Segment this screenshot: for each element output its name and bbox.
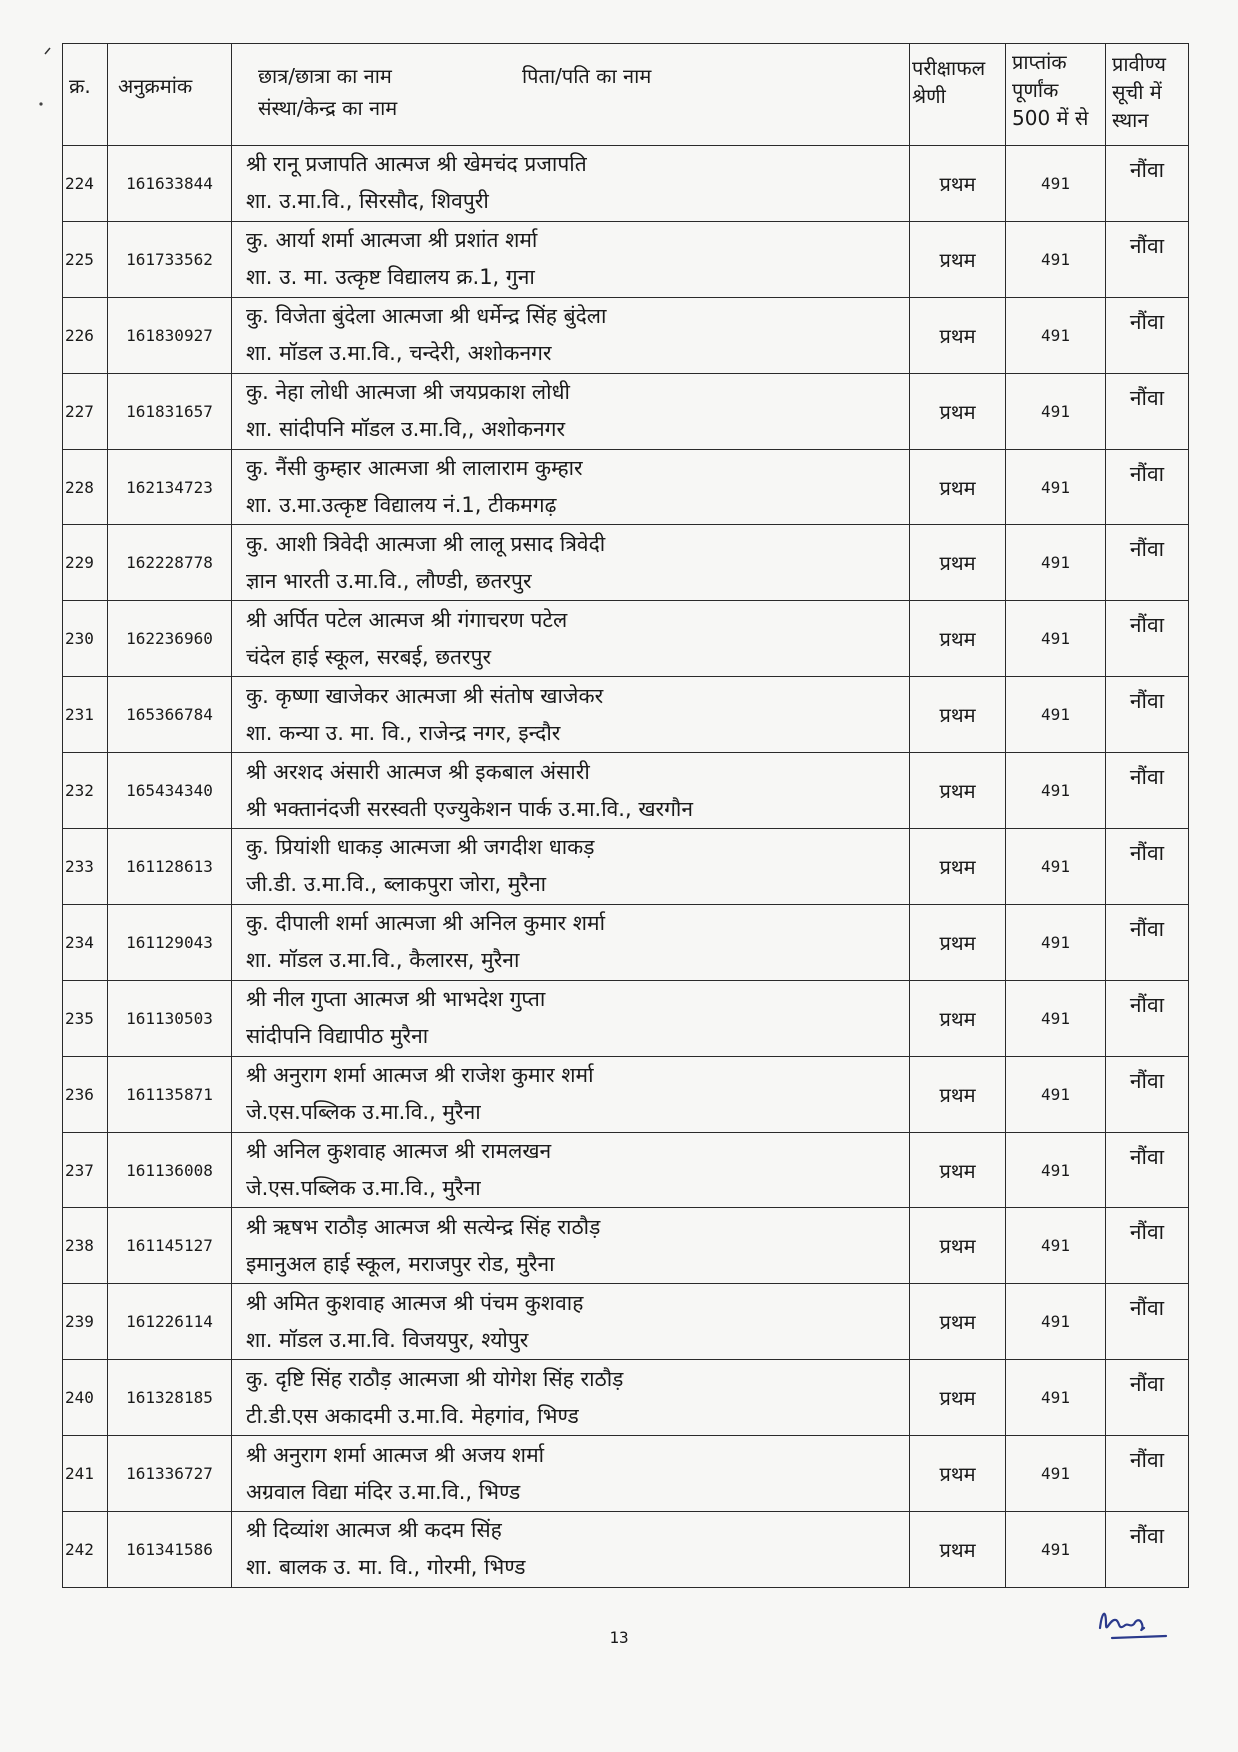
- merit-rank: नौंवा: [1106, 1284, 1189, 1360]
- roll-number: 161733562: [108, 221, 232, 297]
- roll-number: 161130503: [108, 980, 232, 1056]
- header-division: परीक्षाफल श्रेणी: [910, 44, 1006, 146]
- table-row: [63, 449, 1189, 525]
- merit-rank: नौंवा: [1106, 904, 1189, 980]
- marks-obtained: 491: [1006, 1436, 1106, 1512]
- student-parent-name: श्री रानू प्रजापति आत्मज श्री खेमचंद प्रजापति: [246, 152, 587, 177]
- student-details: [232, 1132, 910, 1208]
- merit-rank: नौंवा: [1106, 1132, 1189, 1208]
- student-parent-name: कु. कृष्णा खाजेकर आत्मजा श्री संतोष खाजेकर: [246, 683, 604, 708]
- serial-number: 231: [63, 677, 108, 753]
- result-division: प्रथम: [910, 601, 1006, 677]
- table-row: [63, 904, 1189, 980]
- merit-rank: नौंवा: [1106, 449, 1189, 525]
- table-row: [63, 525, 1189, 601]
- table-row: [63, 980, 1189, 1056]
- student-details: [232, 1284, 910, 1360]
- merit-rank: नौंवा: [1106, 221, 1189, 297]
- marks-obtained: 491: [1006, 980, 1106, 1056]
- merit-rank: नौंवा: [1106, 373, 1189, 449]
- student-parent-name: कु. दृष्टि सिंह राठौड़ आत्मजा श्री योगेश सिंह राठौड़: [246, 1366, 624, 1391]
- merit-rank: नौंवा: [1106, 677, 1189, 753]
- roll-number: 165434340: [108, 753, 232, 829]
- merit-rank: नौंवा: [1106, 146, 1189, 222]
- school-name: इमानुअल हाई स्कूल, मराजपुर रोड, मुरैना: [246, 1251, 555, 1276]
- merit-rank: नौंवा: [1106, 525, 1189, 601]
- marks-obtained: 491: [1006, 677, 1106, 753]
- serial-number: 230: [63, 601, 108, 677]
- marks-obtained: 491: [1006, 1056, 1106, 1132]
- student-details: [232, 677, 910, 753]
- header-marks: प्राप्तांक पूर्णांक 500 में से: [1006, 44, 1106, 146]
- result-division: प्रथम: [910, 146, 1006, 222]
- roll-number: 161831657: [108, 373, 232, 449]
- table-row: [63, 1056, 1189, 1132]
- school-name: शा. बालक उ. मा. वि., गोरमी, भिण्ड: [246, 1555, 526, 1580]
- merit-rank: नौंवा: [1106, 1208, 1189, 1284]
- header-serial: क्र.: [63, 44, 108, 146]
- student-parent-name: कु. आशी त्रिवेदी आत्मजा श्री लालू प्रसाद त्रिवेदी: [246, 531, 606, 556]
- header-names: [232, 44, 910, 146]
- merit-rank: नौंवा: [1106, 980, 1189, 1056]
- page-number: 13: [609, 1628, 629, 1647]
- student-parent-name: कु. आर्या शर्मा आत्मजा श्री प्रशांत शर्मा: [246, 228, 538, 253]
- student-details: [232, 904, 910, 980]
- student-parent-name: श्री अनिल कुशवाह आत्मज श्री रामलखन: [246, 1139, 552, 1164]
- school-name: शा. सांदीपनि मॉडल उ.मा.वि,, अशोकनगर: [246, 417, 566, 442]
- school-name: सांदीपनि विद्यापीठ मुरैना: [246, 1024, 429, 1049]
- table-header-row: [63, 44, 1189, 146]
- table-row: [63, 1512, 1189, 1588]
- merit-list-sheet: [62, 43, 1188, 1588]
- student-details: [232, 449, 910, 525]
- marks-obtained: 491: [1006, 1512, 1106, 1588]
- roll-number: 162134723: [108, 449, 232, 525]
- serial-number: 236: [63, 1056, 108, 1132]
- table-row: [63, 297, 1189, 373]
- handwritten-signature: [1092, 1598, 1172, 1648]
- table-row: [63, 1132, 1189, 1208]
- student-parent-name: श्री अनुराग शर्मा आत्मज श्री अजय शर्मा: [246, 1442, 545, 1467]
- result-division: प्रथम: [910, 297, 1006, 373]
- header-rank: प्रावीण्य सूची में स्थान: [1106, 44, 1189, 146]
- school-name: अग्रवाल विद्या मंदिर उ.मा.वि., भिण्ड: [246, 1479, 521, 1504]
- result-division: प्रथम: [910, 677, 1006, 753]
- result-division: प्रथम: [910, 829, 1006, 905]
- marks-obtained: 491: [1006, 601, 1106, 677]
- roll-number: 161633844: [108, 146, 232, 222]
- marks-obtained: 491: [1006, 1132, 1106, 1208]
- result-division: प्रथम: [910, 449, 1006, 525]
- header-parent-name: पिता/पति का नाम: [522, 64, 652, 88]
- student-parent-name: कु. प्रियांशी धाकड़ आत्मजा श्री जगदीश धाकड़: [246, 835, 595, 860]
- serial-number: 228: [63, 449, 108, 525]
- merit-rank: नौंवा: [1106, 753, 1189, 829]
- header-school-name: संस्था/केन्द्र का नाम: [258, 96, 398, 120]
- roll-number: 161129043: [108, 904, 232, 980]
- table-row: [63, 146, 1189, 222]
- merit-rank: नौंवा: [1106, 1360, 1189, 1436]
- marks-obtained: 491: [1006, 829, 1106, 905]
- result-division: प्रथम: [910, 904, 1006, 980]
- serial-number: 225: [63, 221, 108, 297]
- school-name: जी.डी. उ.मा.वि., ब्लाकपुरा जोरा, मुरैना: [246, 872, 547, 897]
- school-name: शा. मॉडल उ.मा.वि. विजयपुर, श्योपुर: [246, 1327, 529, 1352]
- student-details: [232, 1436, 910, 1512]
- roll-number: 165366784: [108, 677, 232, 753]
- roll-number: 161135871: [108, 1056, 232, 1132]
- school-name: शा. उ.मा.उत्कृष्ट विद्यालय नं.1, टीकमगढ़: [246, 493, 557, 517]
- student-parent-name: श्री ऋषभ राठौड़ आत्मज श्री सत्येन्द्र सिंह राठौड़: [246, 1214, 601, 1239]
- table-row: [63, 373, 1189, 449]
- result-division: प्रथम: [910, 221, 1006, 297]
- merit-rank: नौंवा: [1106, 297, 1189, 373]
- serial-number: 232: [63, 753, 108, 829]
- marks-obtained: 491: [1006, 904, 1106, 980]
- student-parent-name: कु. विजेता बुंदेला आत्मजा श्री धर्मेन्द्र सिंह बुंदेला: [246, 304, 607, 329]
- result-division: प्रथम: [910, 1132, 1006, 1208]
- serial-number: 237: [63, 1132, 108, 1208]
- school-name: शा. कन्या उ. मा. वि., राजेन्द्र नगर, इन्दौर: [246, 720, 561, 745]
- student-parent-name: श्री अर्पित पटेल आत्मज श्री गंगाचरण पटेल: [246, 607, 568, 632]
- marks-obtained: 491: [1006, 1208, 1106, 1284]
- student-details: [232, 1208, 910, 1284]
- student-parent-name: श्री अमित कुशवाह आत्मज श्री पंचम कुशवाह: [246, 1290, 584, 1315]
- serial-number: 227: [63, 373, 108, 449]
- student-details: [232, 601, 910, 677]
- serial-number: 226: [63, 297, 108, 373]
- result-division: प्रथम: [910, 753, 1006, 829]
- roll-number: 161128613: [108, 829, 232, 905]
- student-details: [232, 1360, 910, 1436]
- serial-number: 234: [63, 904, 108, 980]
- table-row: [63, 1284, 1189, 1360]
- serial-number: 242: [63, 1512, 108, 1588]
- student-details: [232, 753, 910, 829]
- header-roll: अनुक्रमांक: [108, 44, 232, 146]
- school-name: शा. उ. मा. उत्कृष्ट विद्यालय क्र.1, गुना: [246, 265, 535, 290]
- result-division: प्रथम: [910, 1512, 1006, 1588]
- table-row: [63, 753, 1189, 829]
- student-details: [232, 980, 910, 1056]
- school-name: टी.डी.एस अकादमी उ.मा.वि. मेहगांव, भिण्ड: [246, 1403, 579, 1428]
- serial-number: 235: [63, 980, 108, 1056]
- student-details: [232, 1056, 910, 1132]
- school-name: शा. मॉडल उ.मा.वि., कैलारस, मुरैना: [246, 948, 520, 973]
- student-details: [232, 297, 910, 373]
- serial-number: 238: [63, 1208, 108, 1284]
- serial-number: 239: [63, 1284, 108, 1360]
- marks-obtained: 491: [1006, 146, 1106, 222]
- roll-number: 161341586: [108, 1512, 232, 1588]
- student-parent-name: श्री अरशद अंसारी आत्मज श्री इकबाल अंसारी: [246, 759, 590, 784]
- table-row: [63, 601, 1189, 677]
- roll-number: 161830927: [108, 297, 232, 373]
- result-division: प्रथम: [910, 373, 1006, 449]
- merit-rank: नौंवा: [1106, 1056, 1189, 1132]
- roll-number: 161226114: [108, 1284, 232, 1360]
- table-row: [63, 677, 1189, 753]
- merit-rank: नौंवा: [1106, 829, 1189, 905]
- result-division: प्रथम: [910, 1056, 1006, 1132]
- merit-list-table: [62, 43, 1189, 1588]
- school-name: जे.एस.पब्लिक उ.मा.वि., मुरैना: [246, 1176, 481, 1201]
- result-division: प्रथम: [910, 1284, 1006, 1360]
- marks-obtained: 491: [1006, 221, 1106, 297]
- merit-rank: नौंवा: [1106, 1512, 1189, 1588]
- serial-number: 233: [63, 829, 108, 905]
- school-name: चंदेल हाई स्कूल, सरबई, छतरपुर: [246, 644, 492, 669]
- marks-obtained: 491: [1006, 449, 1106, 525]
- marks-obtained: 491: [1006, 297, 1106, 373]
- marks-obtained: 491: [1006, 1284, 1106, 1360]
- roll-number: 161145127: [108, 1208, 232, 1284]
- school-name: शा. मॉडल उ.मा.वि., चन्देरी, अशोकनगर: [246, 341, 552, 366]
- student-details: [232, 373, 910, 449]
- school-name: जे.एस.पब्लिक उ.मा.वि., मुरैना: [246, 1100, 481, 1125]
- student-parent-name: श्री दिव्यांश आत्मज श्री कदम सिंह: [246, 1518, 502, 1543]
- table-row: [63, 829, 1189, 905]
- table-row: [63, 1208, 1189, 1284]
- student-details: [232, 1512, 910, 1588]
- serial-number: 229: [63, 525, 108, 601]
- roll-number: 162228778: [108, 525, 232, 601]
- table-row: [63, 1360, 1189, 1436]
- roll-number: 161328185: [108, 1360, 232, 1436]
- merit-rank: नौंवा: [1106, 1436, 1189, 1512]
- roll-number: 161336727: [108, 1436, 232, 1512]
- student-parent-name: कु. नैंसी कुम्हार आत्मजा श्री लालाराम कुम्हार: [246, 456, 583, 480]
- header-student-name: छात्र/छात्रा का नाम: [258, 64, 392, 88]
- marks-obtained: 491: [1006, 525, 1106, 601]
- student-parent-name: कु. नेहा लोधी आत्मजा श्री जयप्रकाश लोधी: [246, 380, 570, 405]
- student-details: [232, 146, 910, 222]
- student-details: [232, 829, 910, 905]
- result-division: प्रथम: [910, 525, 1006, 601]
- roll-number: 161136008: [108, 1132, 232, 1208]
- student-parent-name: श्री नील गुप्ता आत्मज श्री भाभदेश गुप्ता: [246, 987, 546, 1012]
- merit-rank: नौंवा: [1106, 601, 1189, 677]
- school-name: ज्ञान भारती उ.मा.वि., लौण्डी, छतरपुर: [246, 568, 532, 593]
- table-row: [63, 221, 1189, 297]
- serial-number: 240: [63, 1360, 108, 1436]
- serial-number: 241: [63, 1436, 108, 1512]
- student-details: [232, 221, 910, 297]
- roll-number: 162236960: [108, 601, 232, 677]
- result-division: प्रथम: [910, 1436, 1006, 1512]
- student-parent-name: श्री अनुराग शर्मा आत्मज श्री राजेश कुमार शर्मा: [246, 1063, 594, 1088]
- result-division: प्रथम: [910, 1208, 1006, 1284]
- table-row: [63, 1436, 1189, 1512]
- marks-obtained: 491: [1006, 1360, 1106, 1436]
- serial-number: 224: [63, 146, 108, 222]
- student-parent-name: कु. दीपाली शर्मा आत्मजा श्री अनिल कुमार शर्मा: [246, 911, 606, 936]
- result-division: प्रथम: [910, 980, 1006, 1056]
- result-division: प्रथम: [910, 1360, 1006, 1436]
- marks-obtained: 491: [1006, 753, 1106, 829]
- scan-speck: [44, 40, 52, 48]
- school-name: श्री भक्तानंदजी सरस्वती एज्युकेशन पार्क उ.मा.वि., खरगौन: [246, 796, 694, 821]
- scan-speck: [38, 92, 44, 98]
- school-name: शा. उ.मा.वि., सिरसौद, शिवपुरी: [246, 189, 489, 214]
- marks-obtained: 491: [1006, 373, 1106, 449]
- student-details: [232, 525, 910, 601]
